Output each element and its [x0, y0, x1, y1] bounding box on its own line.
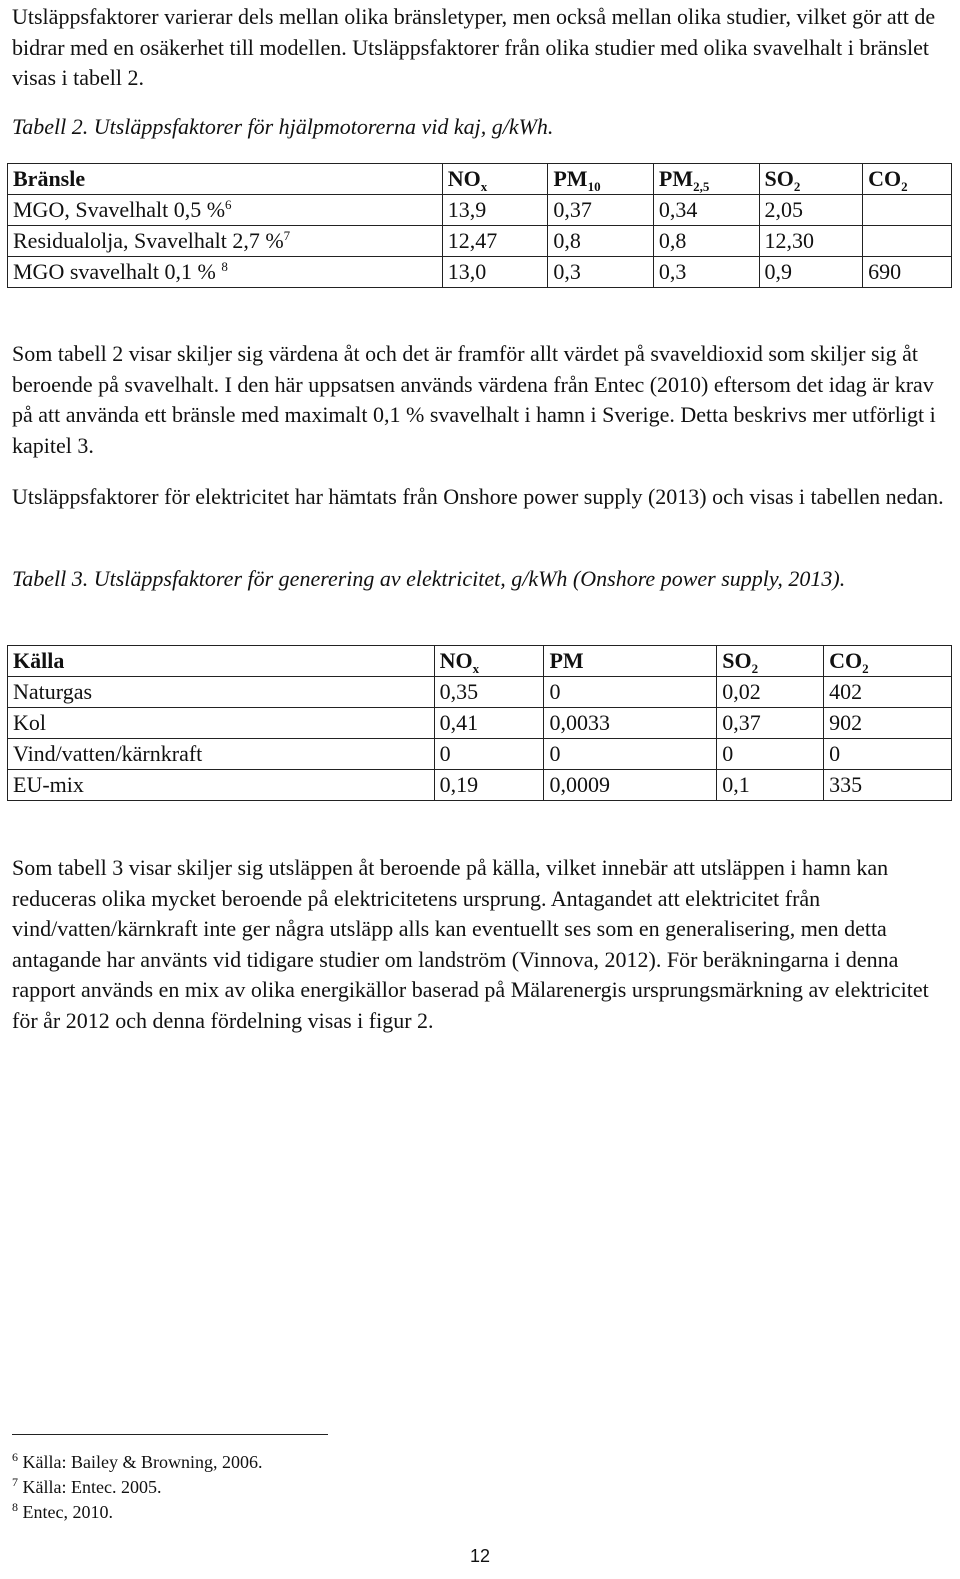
cell-source: Naturgas — [8, 677, 435, 708]
cell-nox: 13,9 — [442, 195, 548, 226]
cell-so2: 0 — [717, 739, 824, 770]
table3-header-row — [8, 646, 952, 677]
table-row — [8, 708, 952, 739]
cell-so2: 0,9 — [759, 257, 863, 288]
cell-nox: 0 — [434, 739, 544, 770]
footnote-7: $^7$ Källa: Entec. 2005. — [12, 1475, 162, 1497]
cell-co2: 902 — [824, 708, 952, 739]
header-fuel: Bränsle — [8, 164, 443, 195]
cell-pm: 0 — [544, 677, 717, 708]
cell-co2: 690 — [863, 257, 952, 288]
cell-co2 — [863, 195, 952, 226]
cell-co2: 335 — [824, 770, 952, 801]
cell-pm: 0,0033 — [544, 708, 717, 739]
cell-pm10: 0,8 — [548, 226, 654, 257]
cell-co2: 402 — [824, 677, 952, 708]
cell-pm25: 0,3 — [653, 257, 759, 288]
page-number: 12 — [469, 1546, 491, 1566]
paragraph-table2-discussion: Som tabell 2 visar skiljer sig värdena åt och det är framför allt värdet på svaveldioxid som skiljer sig åt beroende på svavelhalt. I den här uppsatsen används värdena från Entec (2010) eftersom det idag är krav på att använda ett bränsle med maximalt 0,1 % svavelhalt i hamn i Sverige. Detta beskrivs mer utförligt i kapitel 3. — [12, 341, 936, 458]
header-pm10: $PM_{10}$ — [548, 164, 654, 195]
cell-source: EU-mix — [8, 770, 435, 801]
cell-pm: 0,0009 — [544, 770, 717, 801]
cell-nox: 12,47 — [442, 226, 548, 257]
table-row — [8, 257, 952, 288]
cell-source: Kol — [8, 708, 435, 739]
footnote-8: $^8$ Entec, 2010. — [12, 1500, 113, 1522]
paragraph-table3-discussion: Som tabell 3 visar skiljer sig utsläppen åt beroende på källa, vilket innebär att utsläppen i hamn kan reduceras olika mycket beroende på elektricitetens ursprung. Antagandet att elektricitet från vind/vatten/kärnkraft inte ger några utsläpp alls kan eventuellt ses som en generalisering, men detta antagande har använts vid tidigare studier om landström (Vinnova, 2012). För beräkningarna i denna rapport används en mix av olika energikällor baserad på Mälarenergis ursprungsmärkning av elektricitet för år 2012 och denna fördelning visas i figur 2. — [12, 855, 929, 1033]
cell-pm25: 0,34 — [653, 195, 759, 226]
table2-header-row — [8, 164, 952, 195]
table3-caption: Tabell 3. Utsläppsfaktorer för generering av elektricitet, g/kWh (Onshore power supply, 2013). — [12, 566, 846, 591]
header-so2: $SO_2$ — [759, 164, 863, 195]
cell-so2: 0,37 — [717, 708, 824, 739]
paragraph-electricity-factors: Utsläppsfaktorer för elektricitet har hämtats från Onshore power supply (2013) och visas i tabellen nedan. — [12, 484, 944, 509]
table-row — [8, 677, 952, 708]
cell-nox: 0,35 — [434, 677, 544, 708]
table2-caption: Tabell 2. Utsläppsfaktorer för hjälpmotorerna vid kaj, g/kWh. — [12, 114, 554, 139]
cell-so2: 0,1 — [717, 770, 824, 801]
cell-pm: 0 — [544, 739, 717, 770]
header-nox: $NO_x$ — [442, 164, 548, 195]
table-row — [8, 195, 952, 226]
cell-pm10: 0,37 — [548, 195, 654, 226]
header-co2: $CO_2$ — [824, 646, 952, 677]
table-row — [8, 739, 952, 770]
cell-nox: 0,41 — [434, 708, 544, 739]
cell-co2 — [863, 226, 952, 257]
footnote-separator — [12, 1434, 328, 1435]
cell-pm10: 0,3 — [548, 257, 654, 288]
footnote-6: $^6$ Källa: Bailey & Browning, 2006. — [12, 1450, 263, 1472]
cell-source: Vind/vatten/kärnkraft — [8, 739, 435, 770]
cell-fuel: MGO svavelhalt 0,1 % $^8$ — [8, 257, 443, 288]
header-pm25: $PM_{2,5}$ — [653, 164, 759, 195]
header-pm: PM — [544, 646, 717, 677]
header-source: Källa — [8, 646, 435, 677]
cell-so2: 12,30 — [759, 226, 863, 257]
table3-electricity-emission-factors — [7, 645, 952, 801]
table2-emission-factors-aux-engines — [7, 163, 952, 288]
intro-paragraph: Utsläppsfaktorer varierar dels mellan olika bränsletyper, men också mellan olika studier, vilket gör att de bidrar med en osäkerhet till modellen. Utsläppsfaktorer från olika studier med olika svavelhalt i bränslet visas i tabell 2. — [12, 4, 936, 90]
cell-co2: 0 — [824, 739, 952, 770]
header-nox: $NO_x$ — [434, 646, 544, 677]
table-row — [8, 226, 952, 257]
header-co2: $CO_2$ — [863, 164, 952, 195]
cell-so2: 2,05 — [759, 195, 863, 226]
cell-nox: 0,19 — [434, 770, 544, 801]
cell-fuel: MGO, Svavelhalt 0,5 %$^6$ — [8, 195, 443, 226]
cell-pm25: 0,8 — [653, 226, 759, 257]
cell-so2: 0,02 — [717, 677, 824, 708]
cell-fuel: Residualolja, Svavelhalt 2,7 %$^7$ — [8, 226, 443, 257]
table-row — [8, 770, 952, 801]
header-so2: $SO_2$ — [717, 646, 824, 677]
cell-nox: 13,0 — [442, 257, 548, 288]
